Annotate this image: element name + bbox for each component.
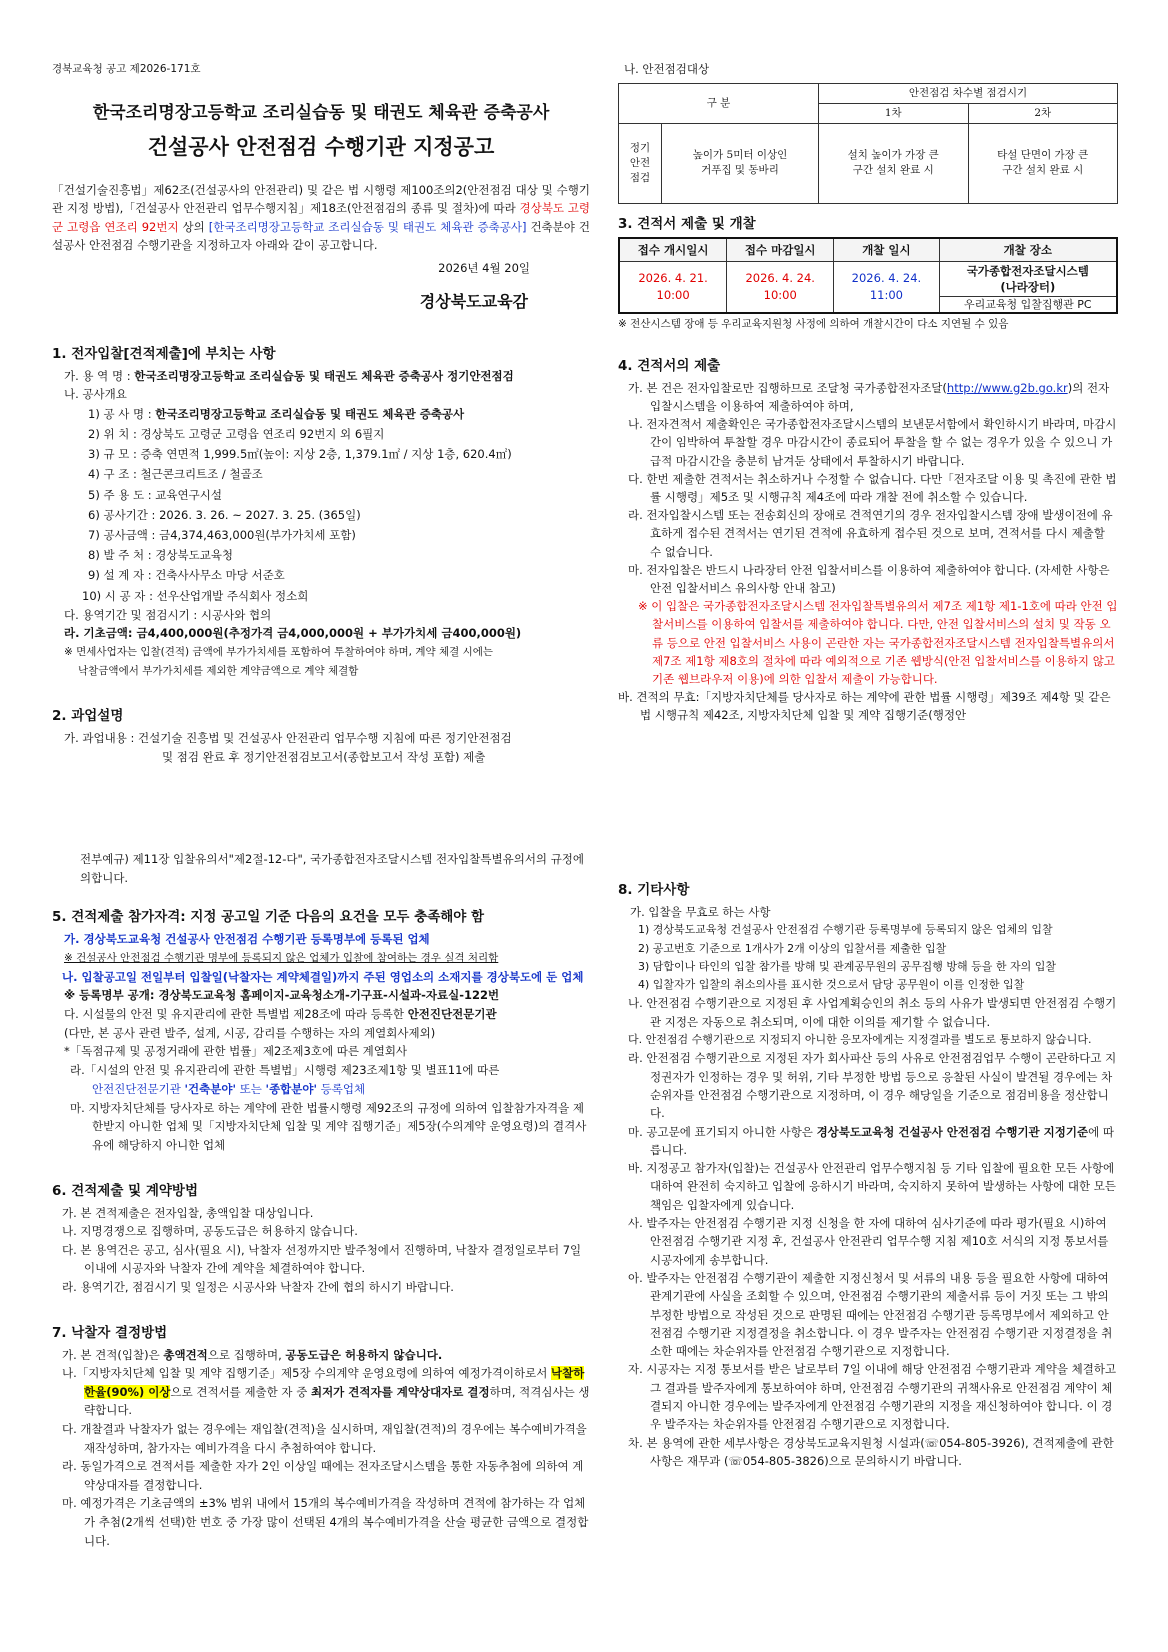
g2b-link[interactable]: http://www.g2b.go.kr (946, 380, 1068, 395)
th-open: 개찰 일시 (834, 238, 939, 262)
issuer: 경상북도교육감 (419, 291, 528, 311)
section-4-heading: 4. 견적서의 제출 (618, 357, 721, 374)
th-start: 접수 개시일시 (619, 238, 727, 262)
section-2-body: 가. 과업내용 : 건설기술 진흥법 및 건설공사 안전관리 업무수행 지침에 따른 정기안전점검 및 점검 완료 후 정기안전점검보고서(종합보고서 작성 포함) 제출 (64, 731, 512, 764)
open-place: 국가종합전자조달시스템 (나라장터) 우리교육청 입찰집행관 PC (939, 262, 1117, 314)
section-8-body: 가. 입찰을 무효로 하는 사항 1) 경상북도교육청 건설공사 안전점검 수행기관 등록명부에 등록되지 않은 업체의 입찰 2) 공고번호 기준으로 1개사가 2개 이상의 입찰서를 제출한 입찰 3) 담합이나 타인의 입찰 참가를 방해 및 관계공무원의 공무집행 방해 등을 한 자의 입찰 4) 입찰자가 입찰의 취소의사를 표시한 것으로서 담당 공무원이 이를 인정한 입찰 나. 안전점검 수행기관으로 지정된 후 사업계획승인의 취소 등의 사유가 발생되면 안전점검 수행기관 지정은 자동으로 취소되며, 이에 대한 이의를 제기할 수 없습니다. 다. 안전점검 수행기관으로 지정되지 아니한 응모자에게는 지정결과를 별도로 통보하지 않습니다. 라. 안전점검 수행기관으로 지정된 자가 회사파산 등의 사유로 안전점검업무 수행이 곤란하다고 지정권자가 인정하는 경우 및 허위, 기타 부정한 방법 등으로 응찰된 사실이 발견될 경우에는 차순위자를 안전점검 수행기관으로 지정하며, 이 경우 해당일을 기준으로 점검비용을 정산합니다. 마. 공고문에 표기되지 아니한 사항은 경상북도교육청 건설공사 안전점검 수행기관 지정기준에 따릅니다. 바. 지정공고 참가자(입찰)는 건설공사 안전관리 업무수행지침 등 기타 입찰에 필요한 모든 사항에 대하여 완전히 숙지하고 입찰에 응하시기 바라며, 숙지하지 못하여 발생하는 사항에 대한 모든 책임은 입찰자에게 있습니다. 사. 발주자는 안전점검 수행기관 지정 신청을 한 자에 대하여 심사기준에 따라 평가(필요 시)하여 안전점검 수행기관 지정 후, 건설공사 안전관리 업무수행 지침 제10호 서식의 지정 통보서를 시공자에게 송부합니다. 아. 발주자는 안전점검 수행기관이 제출한 지정신청서 및 서류의 내용 등을 필요한 사항에 대하여 관계기관에 사실을 조회할 수 있으며, 안전점검 수행기관의 제출서류 등이 거짓 또는 그 밖의 부정한 방법으로 작성된 것으로 판명된 때에는 안전점검 수행기관 등록명부에서 제외하고 안전점검 수행기관 지정결정을 취소합니다. 이 경우 발주자는 안전점검 수행기관 지정결정을 취소한 때에는 차순위자를 안전점검 수행기관으로 지정합니다. 자. 시공자는 지정 통보서를 받은 날로부터 7일 이내에 해당 안전점검 수행기관과 계약을 체결하고 그 결과를 발주자에게 통보하여야 하며, 안전점검 수행기관의 귀책사유로 안전점검 계약이 체결되지 아니한 경우에는 발주자에게 안전점검 수행기관의 지정을 재신청하여야 합니다. 이 경우 발주자는 차순위자를 안전점검 수행기관으로 지정합니다. 차. 본 용역에 관한 세부사항은 경상북도교육지원청 시설과(☏054-805-3926), 견적제출에 관한 사항은 재무과 (☏054-805-3826)으로 문의하시기 바랍니다. (628, 905, 1117, 1468)
section-6-heading: 6. 견적제출 및 계약방법 (52, 1182, 198, 1199)
section-1-heading: 1. 전자입찰[견적제출]에 부치는 사항 (52, 345, 276, 362)
th-gubun: 구 분 (619, 83, 819, 123)
open-datetime: 2026. 4. 24. 11:00 (834, 262, 939, 314)
intro-paragraph: 「건설기술진흥법」제62조(건설공사의 안전관리) 및 같은 법 시행령 제100조의2(안전점검 대상 및 수행기관 지정 방법),「건설공사 안전관리 업무수행지침」제18조(안전점검의 종류 및 절차)에 따라 경상북도 고령군 고령읍 연조리 92번지 상의 [한국조리명장고등학교 조리실습동 및 태권도 체육관 증축공사] 건축분야 건설공사 안전점검 수행기관을 지정하고자 아래와 같이 공고합니다. (52, 182, 590, 253)
section-5-heading: 5. 견적제출 참가자격: 지정 공고일 기준 다음의 요건을 모두 충족해야 함 (52, 909, 485, 926)
section-2-heading: 2. 과업설명 (52, 708, 124, 725)
th-1: 1차 (819, 103, 969, 123)
section-4-body: 가. 본 건은 전자입찰로만 집행하므로 조달청 국가종합전자조달(http://www.g2b.go.kr)의 전자입찰시스템을 이용하여 제출하여야 하며, 나. 전자견적서 제출확인은 국가종합전자조달시스템의 보낸문서함에서 확인하시기 바라며, 마감시간이 임박하여 투찰할 경우 마감시간이 종료되어 투찰을 할 수 없는 경우가 있을 수 있으니 가급적 마감시간을 충분히 남겨둔 상태에서 투찰하시기 바랍니다. 다. 한번 제출한 견적서는 취소하거나 수정할 수 없습니다. 다만「전자조달 이용 및 촉진에 관한 법률 시행령」제5조 및 시행규칙 제4조에 따라 개찰 전에 취소할 수 있습니다. 라. 전자입찰시스템 또는 전송회신의 장애로 견적연기의 경우 전자입찰시스템 장애 발생이전에 유효하게 접수된 견적서는 연기된 견적에 유효하게 접수된 것으로 보며, 견적서를 다시 제출할 수 없습니다. 마. 전자입찰은 반드시 나라장터 안전 입찰서비스를 이용하여 제출하여야 합니다. (자세한 사항은 안전 입찰서비스 유의사항 안내 참고) ※ 이 입찰은 국가종합전자조달시스템 전자입찰특별유의서 제7조 제1항 제1-1호에 따라 안전 입찰서비스를 이용하여 입찰서를 제출하여야 합니다. 다만, 안전 입찰서비스의 설치 및 작동 오류 등으로 안전 입찰서비스 사용이 곤란한 자는 국가종합전자조달시스템 전자입찰특별유의서 제7조 제1항 제8호의 절차에 따라 예외적으로 기존 웹방식(안전 입찰서비스를 이용하지 않고 기존 웹브라우저 이용)에 의한 입찰서 제출이 가능합니다. 바. 견적의 무효:「지방자치단체를 당사자로 하는 계약에 관한 법률 시행령」제39조 제4항 및 같은 법 시행규칙 제42조, 지방자치단체 입찰 및 계약 집행기준(행정안 (618, 380, 1118, 723)
row-label: 정기 안전 점검 (619, 123, 662, 203)
section-1-body: 가. 용 역 명 : 한국조리명장고등학교 조리실습동 및 태권도 체육관 증축공사 정기안전점검 나. 공사개요 1) 공 사 명 : 한국조리명장고등학교 조리실습동 및 태권도 체육관 증축공사 2) 위 치 : 경상북도 고령군 고령읍 연조리 92번지 외 6필지 3) 규 모 : 증축 연면적 1,999.5㎡(높이: 지상 2층, 1,379.1㎡ / 지상 1층, 620.4㎡) 4) 구 조 : 철근콘크리트조 / 철골조 5) 주 용 도 : 교육연구시설 6) 공사기간 : 2026. 3. 26. ~ 2027. 3. 25. (365일) 7) 공사금액 : 금4,374,463,000원(부가가치세 포함) 8) 발 주 처 : 경상북도교육청 9) 설 계 자 : 건축사사무소 마당 서준호 10) 시 공 자 : 선우산업개발 주식회사 정소희 다. 용역기간 및 점검시기 : 시공사와 협의 라. 기초금액: 금4,400,000원(추정가격 금4,000,000원 + 부가가치세 금400,000원) ※ 면세사업자는 입찰(견적) 금액에 부가가치세를 포함하여 투찰하여야 하며, 계약 체결 시에는 낙찰금액에서 부가가치세를 제외한 계약금액으로 계약 체결함 (64, 368, 522, 677)
notice-date: 2026년 4월 20일 (438, 260, 530, 275)
top-right-column (618, 60, 1118, 725)
section-6-body: 가. 본 견적제출은 전자입찰, 총액입찰 대상입니다. 나. 지명경쟁으로 집행하며, 공동도급은 허용하지 않습니다. 다. 본 용역건은 공고, 심사(필요 시), 낙찰자 선정까지만 발주청에서 진행하며, 낙찰자 결정일로부터 7일 이내에 시공자와 낙찰자 간에 계약을 체결하여야 합니다. 라. 용역기간, 점검시기 및 일정은 시공사와 낙찰자 간에 협의 하시기 바랍니다. (62, 1205, 582, 1294)
th-place: 개찰 장소 (939, 238, 1117, 262)
th-end: 접수 마감일시 (727, 238, 834, 262)
row-2: 타설 단면이 가장 큰 구간 설치 완료 시 (968, 123, 1118, 203)
row-1: 설치 높이가 가장 큰 구간 설치 완료 시 (819, 123, 969, 203)
schedule-note: ※ 전산시스템 장애 등 우리교육지원청 사정에 의하여 개찰시간이 다소 지연될 수 있음 (618, 318, 1009, 331)
bottom-left-column (52, 850, 590, 1550)
notice-number: 경북교육청 공고 제2026-171호 (52, 63, 201, 75)
safety-target-label: 나. 안전점검대상 (624, 62, 710, 76)
section-3-heading: 3. 견적서 제출 및 개찰 (618, 215, 756, 232)
th-top: 안전점검 차수별 점검시기 (819, 83, 1118, 103)
notice-title-line2: 건설공사 안전점검 수행기관 지정공고 (147, 134, 495, 159)
section-8-heading: 8. 기타사항 (618, 882, 690, 898)
section-7-body: 가. 본 견적(입찰)은 총액견적으로 집행하며, 공동도급은 허용하지 않습니다. 나.「지방자치단체 입찰 및 계약 집행기준」제5장 수의계약 운영요령에 의하여 예정가격이하로서 낙찰하한율(90%) 이상으로 견적서를 제출한 자 중 최저가 견적자를 계약상대자로 결정하며, 적격심사는 생략합니다. 다. 개찰결과 낙찰자가 없는 경우에는 재입찰(견적)을 실시하며, 재입찰(견적)의 경우에는 복수예비가격을 재작성하며, 참가자는 예비가격을 다시 추첨하여야 합니다. 라. 동일가격으로 견적서를 제출한 자가 2인 이상일 때에는 전자조달시스템을 통한 자동추첨에 의하여 계약상대자를 결정합니다. 마. 예정가격은 기초금액의 ±3% 범위 내에서 15개의 복수예비가격을 작성하며 견적에 참가하는 각 업체가 추첨(2개씩 선택)한 번호 중 가장 많이 선택된 4개의 복수예비가격을 산술 평균한 금액으로 결정합니다. (62, 1347, 590, 1548)
start-datetime: 2026. 4. 21. 10:00 (619, 262, 727, 314)
end-datetime: 2026. 4. 24. 10:00 (727, 262, 834, 314)
safety-inspection-table (618, 83, 1118, 204)
section-7-heading: 7. 낙찰자 결정방법 (52, 1324, 168, 1341)
notice-title-line1: 한국조리명장고등학교 조리실습동 및 태권도 체육관 증축공사 (92, 102, 550, 123)
continuation-text: 전부예규) 제11장 입찰유의서"제2절-12-다", 국가종합전자조달시스템 전자입찰특별유의서의 규정에 의합니다. (80, 852, 585, 885)
row-cond: 높이가 5미터 이상인 거푸집 및 동바리 (662, 123, 819, 203)
top-left-column (52, 60, 590, 766)
schedule-table (618, 237, 1118, 315)
bottom-right-column (618, 880, 1118, 1470)
section-5-body: 가. 경상북도교육청 건설공사 안전점검 수행기관 등록명부에 등록된 업체 ※ 건설공사 안전점검 수행기관 명부에 등록되지 않은 업체가 입찰에 참여하는 경우 실격 처리함 나. 입찰공고일 전일부터 입찰일(낙찰자는 계약체결일)까지 주된 영업소의 소재지를 경상북도에 둔 업체 ※ 등록명부 공개: 경상북도교육청 홈페이지-교육청소개-기구표-시설과-자료실-122번 다. 시설물의 안전 및 유지관리에 관한 특별법 제28조에 따라 등록한 안전진단전문기관 (다만, 본 공사 관련 발주, 설계, 시공, 감리를 수행하는 자의 계열회사제외) *「독점규제 및 공정거래에 관한 법률」제2조제3호에 따른 계열회사 라.「시설의 안전 및 유지관리에 관한 특별법」시행령 제23조제1항 및 별표11에 따른 안전진단전문기관 '건축분야' 또는 '종합분야' 등록업체 마. 지방자치단체를 당사자로 하는 계약에 관한 법률시행령 제92조의 규정에 의하여 입찰참가자격을 제한받지 아니한 업체 및「지방자치단체 입찰 및 계약 집행기준」제5장(수의계약 운영요령)의 결격사유에 해당하지 아니한 업체 (62, 932, 587, 1152)
th-2: 2차 (968, 103, 1118, 123)
